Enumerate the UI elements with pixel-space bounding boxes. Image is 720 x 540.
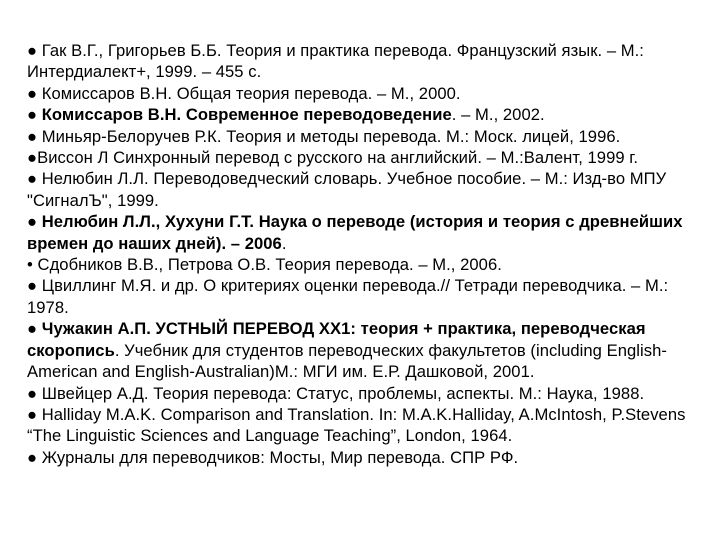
reference-item xyxy=(27,40,698,83)
reference-text: . – М., 2002. xyxy=(451,105,545,125)
bullet-icon: ● xyxy=(27,169,38,189)
reference-text: Цвиллинг М.Я. и др. О критериях оценки перевода.// Тетради переводчика. – М.: 1978. xyxy=(27,276,669,317)
bullet-icon: ● xyxy=(27,404,38,424)
reference-item xyxy=(27,168,698,211)
bullet-icon: ● xyxy=(27,105,38,125)
reference-item xyxy=(27,254,698,275)
reference-text: Миньяр-Белоручев Р.К. Теория и методы перевода. М.: Моск. лицей, 1996. xyxy=(37,126,621,146)
bullet-icon: ● xyxy=(27,276,38,296)
reference-text: Журналы для переводчиков: Мосты, Мир перевода. СПР РФ. xyxy=(37,447,519,467)
reference-item xyxy=(27,211,698,254)
reference-title-bold: Чужакин А.П. УСТНЫЙ ПЕРЕВОД XX1: теория + практика, переводческая скоропись xyxy=(27,319,646,360)
reference-title-bold: Нелюбин Л.Л., Хухуни Г.Т. Наука о переводе (история и теория с древнейших времен до наших дней). – 2006 xyxy=(27,212,683,253)
bullet-icon: ● xyxy=(27,319,38,339)
bullet-icon: ● xyxy=(27,383,38,403)
reference-text: Halliday M.A.K. Comparison and Translation. In: M.A.K.Halliday, A.McIntosh, P.Stevens “The Linguistic Sciences and Language Teaching”, London, 1964. xyxy=(27,404,686,446)
reference-text: Нелюбин Л.Л. Переводоведческий словарь. Учебное пособие. – М.: Изд-во МПУ "СигналЪ", 1999. xyxy=(27,169,667,210)
reference-text: . xyxy=(281,233,287,253)
reference-text: Виссон Л Синхронный перевод с русского на английский. – М.:Валент, 1999 г. xyxy=(37,148,639,168)
reference-item xyxy=(27,126,698,147)
reference-list xyxy=(27,40,698,468)
reference-title-bold: Комиссаров В.Н. Современное переводоведение xyxy=(37,105,452,125)
reference-item xyxy=(27,318,698,382)
reference-text: Комиссаров В.Н. Общая теория перевода. – М., 2000. xyxy=(37,83,461,103)
reference-item xyxy=(27,404,698,447)
bullet-icon: ● xyxy=(27,83,38,103)
bullet-icon: • xyxy=(27,255,33,275)
reference-text: Сдобников В.В., Петрова О.В. Теория перевода. – М., 2006. xyxy=(32,255,502,275)
reference-item xyxy=(27,447,698,468)
bullet-icon: ● xyxy=(27,41,38,60)
reference-item xyxy=(27,104,698,125)
reference-text: Гак В.Г., Григорьев Б.Б. Теория и практика перевода. Французский язык. – М.: Интердиалект+, 1999. – 455 с. xyxy=(27,41,644,82)
reference-item xyxy=(27,83,698,104)
reference-item xyxy=(27,275,698,318)
bullet-icon: ● xyxy=(27,126,38,146)
reference-text: Швейцер А.Д. Теория перевода: Статус, проблемы, аспекты. М.: Наука, 1988. xyxy=(37,383,645,403)
reference-text: . Учебник для студентов переводческих факультетов (including English-American and English-Australian)М.: МГИ им. Е.Р. Дашковой, 2001. xyxy=(27,340,667,382)
reference-item xyxy=(27,383,698,404)
bullet-icon: ● xyxy=(27,148,38,168)
bullet-icon: ● xyxy=(27,212,38,232)
bullet-icon: ● xyxy=(27,447,38,467)
reference-item xyxy=(27,147,698,168)
